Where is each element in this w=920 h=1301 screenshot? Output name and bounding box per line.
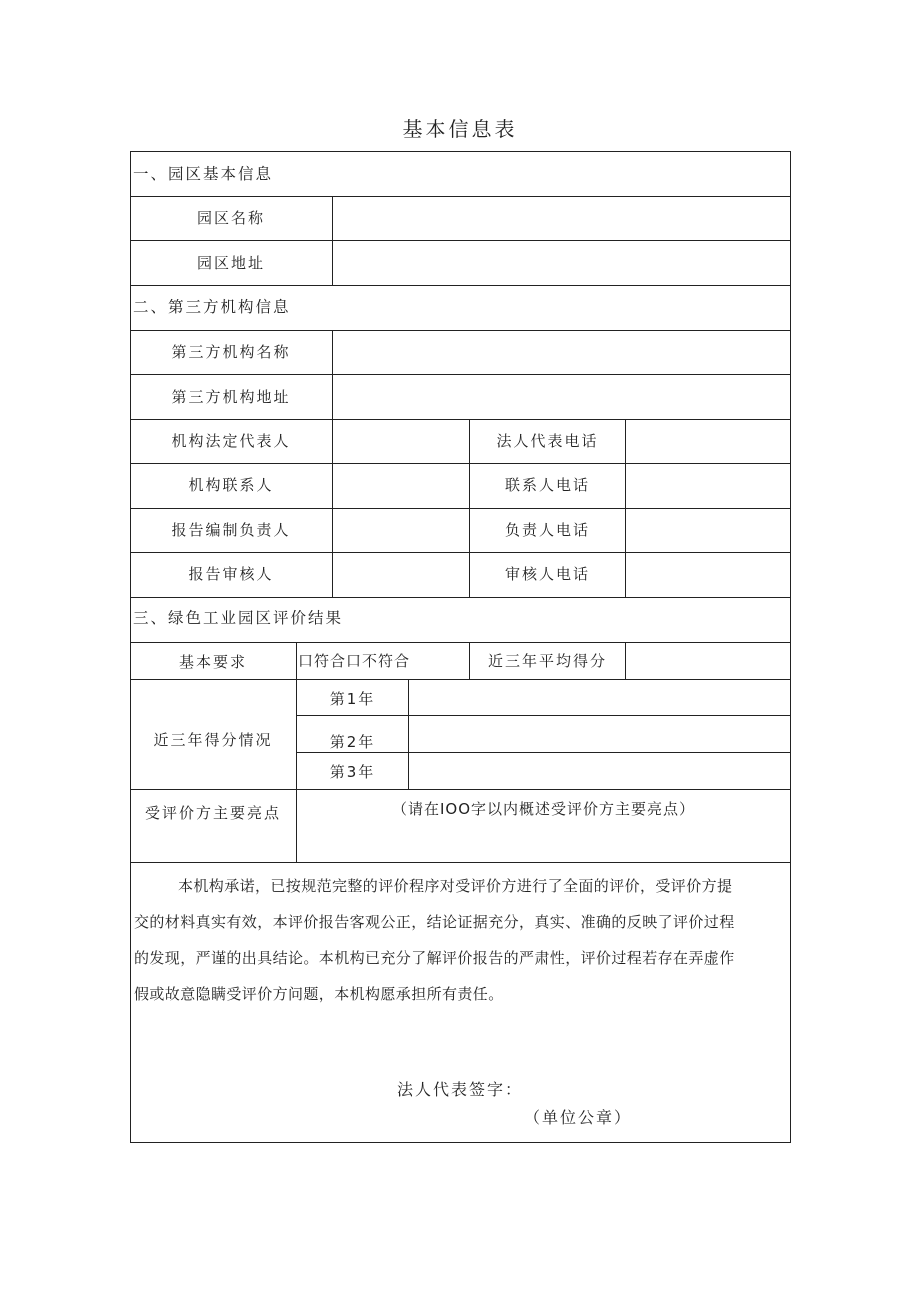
commitment-line-4: 假或故意隐瞒受评价方问题，本机构愿承担所有责任。 [134,985,504,1003]
year3-score-field[interactable] [409,755,789,787]
park-address-label: 园区地址 [196,254,265,272]
commitment-line-2: 交的材料真实有效，本评价报告客观公正，结论证据充分，真实、准确的反映了评价过程 [134,913,735,931]
reviewer-label: 报告审核人 [188,565,274,583]
section3-heading: 三、绿色工业园区评价结果 [133,609,344,627]
legal-rep-label: 机构法定代表人 [171,432,291,450]
year1-label: 第1年 [329,690,376,708]
report-lead-phone-field[interactable] [626,511,789,549]
contact-field[interactable] [333,467,468,505]
year3-label: 第3年 [329,763,376,781]
commitment-line-3: 的发现，严谨的出具结论。本机构已充分了解评价报告的严肃性，评价过程若存在弄虚作 [134,949,735,967]
reviewer-phone-field[interactable] [626,556,789,594]
commitment-line-1: 本机构承诺，已按规范完整的评价程序对受评价方进行了全面的评价，受评价方提 [178,877,733,895]
contact-phone-field[interactable] [626,467,789,505]
report-lead-field[interactable] [333,511,468,549]
reviewer-field[interactable] [333,556,468,594]
commitment-paragraph [134,868,790,1012]
contact-label: 机构联系人 [188,476,274,494]
park-name-field[interactable] [333,203,789,239]
reviewer-phone-label: 审核人电话 [504,565,590,583]
compliance-checkboxes[interactable]: 口符合口不符合 [298,652,411,670]
year1-score-field[interactable] [409,682,789,713]
highlights-label: 受评价方主要亮点 [144,804,281,822]
legal-rep-phone-field[interactable] [626,422,789,460]
year2-score-field[interactable] [409,718,789,750]
org-name-field[interactable] [333,334,789,372]
legal-rep-field[interactable] [333,422,468,460]
avg-score-label: 近三年平均得分 [487,652,607,670]
org-address-label: 第三方机构地址 [171,388,291,406]
org-address-field[interactable] [333,378,789,416]
basic-req-label: 基本要求 [178,653,247,671]
park-name-label: 园区名称 [196,209,265,227]
year2-label: 第2年 [329,733,376,751]
contact-phone-label: 联系人电话 [504,476,590,494]
page-title: 基本信息表 [402,117,518,141]
signature-label: 法人代表签字： [397,1080,524,1099]
highlights-hint[interactable]: （请在IOO字以内概述受评价方主要亮点） [391,800,696,818]
report-lead-phone-label: 负责人电话 [504,521,590,539]
legal-rep-phone-label: 法人代表电话 [496,432,599,450]
section2-heading: 二、第三方机构信息 [133,298,291,316]
park-address-field[interactable] [333,244,789,282]
org-name-label: 第三方机构名称 [171,343,291,361]
three-year-label: 近三年得分情况 [153,731,273,749]
avg-score-field[interactable] [626,645,789,677]
section1-heading: 一、园区基本信息 [133,165,274,183]
seal-label: （单位公章） [524,1108,633,1127]
report-lead-label: 报告编制负责人 [171,521,291,539]
